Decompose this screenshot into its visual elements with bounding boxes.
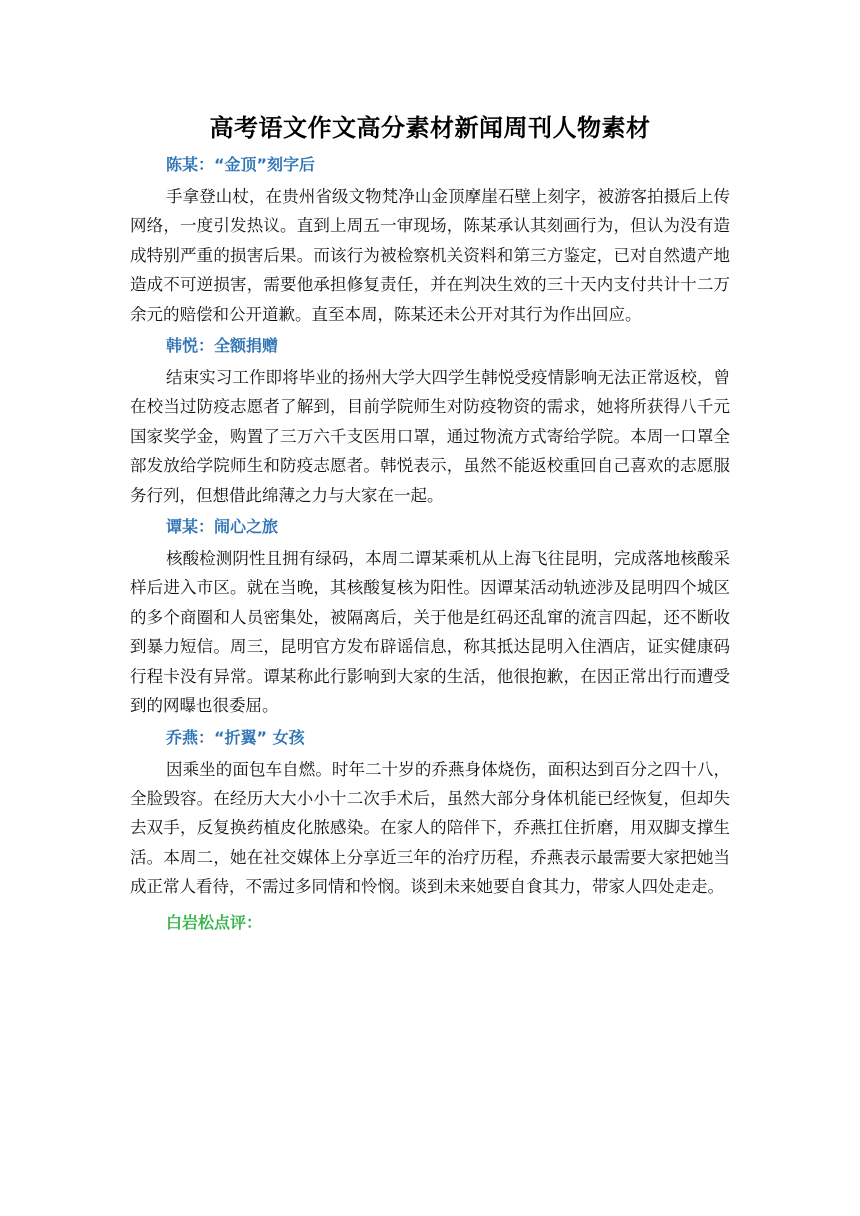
comment-heading: 白岩松点评： xyxy=(166,912,263,932)
section-body-qiao: 因乘坐的面包车自燃。时年二十岁的乔燕身体烧伤，面积达到百分之四十八，全脸毁容。在经历大大小小十二次手术后，虽然大部分身体机能已经恢复，但却失去双手，反复换药植皮化脓感染。在家人的陪伴下，乔燕扛住折磨，用双脚支撑生活。本周二，她在社交媒体上分享近三年的治疗历程，乔燕表示最需要大家把她当成正常人看待，不需过多同情和怜悯。谈到未来她要自食其力，带家人四处走走。 xyxy=(130,759,730,897)
section-body-tan: 核酸检测阴性且拥有绿码，本周二谭某乘机从上海飞往昆明，完成落地核酸采样后进入市区。就在当晚，其核酸复核为阳性。因谭某活动轨迹涉及昆明四个城区的多个商圈和人员密集处，被隔离后，关于他是红码还乱窜的流言四起，还不断收到暴力短信。周三，昆明官方发布辟谣信息，称其抵达昆明入住酒店，证实健康码行程卡没有异常。谭某称此行影响到大家的生活，他很抱歉，在因正常出行而遭受到的网曝也很委屈。 xyxy=(130,549,730,716)
section-heading-qiao: 乔燕：“折翼” 女孩 xyxy=(166,727,305,747)
document-title: 高考语文作文高分素材新闻周刊人物素材 xyxy=(209,114,651,142)
section-body-han: 结束实习工作即将毕业的扬州大学大四学生韩悦受疫情影响无法正常返校，曾在校当过防疫志愿者了解到，目前学院师生对防疫物资的需求，她将所获得八千元国家奖学金，购置了三万六千支医用口罩，通过物流方式寄给学院。本周一口罩全部发放给学院师生和防疫志愿者。韩悦表示，虽然不能返校重回自己喜欢的志愿服务行列，但想借此绵薄之力与大家在一起。 xyxy=(130,368,730,505)
section-heading-han: 韩悦：全额捐赠 xyxy=(166,336,279,356)
section-body-chen: 手拿登山杖，在贵州省级文物梵净山金顶摩崖石壁上刻字，被游客拍摄后上传网络，一度引发热议。直到上周五一审现场，陈某承认其刻画行为，但认为没有造成特别严重的损害后果。而该行为被检察机关资料和第三方鉴定，已对自然遗产地造成不可逆损害，需要他承担修复责任，并在判决生效的三十天内支付共计十二万余元的赔偿和公开道歉。直至本周，陈某还未公开对其行为作出回应。 xyxy=(130,187,730,324)
document-page xyxy=(130,108,730,940)
section-heading-tan: 谭某：闹心之旅 xyxy=(166,517,279,537)
section-heading-chen: 陈某：“金顶”刻字后 xyxy=(166,155,316,174)
